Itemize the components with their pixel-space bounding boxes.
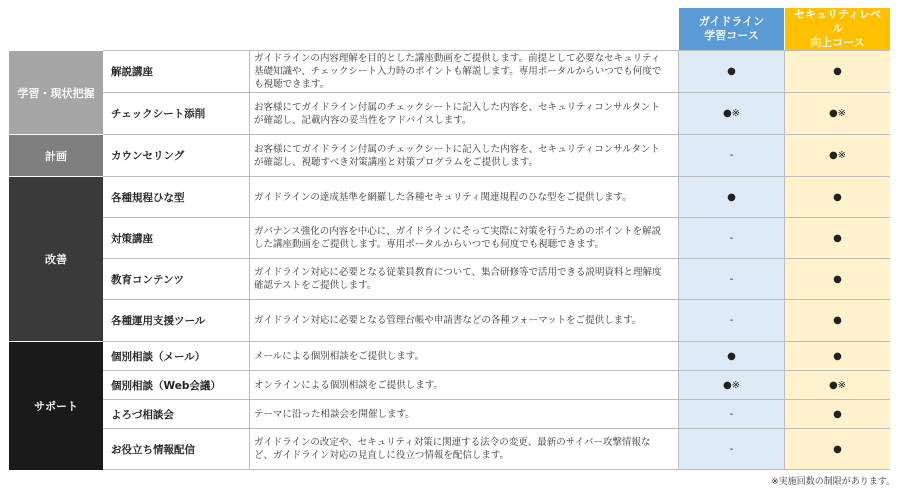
service-description: ガイドラインの内容理解を目的とした講座動画をご提供します。前提として必要なセキュリティ基礎知識や、チェックシート入力時のポイントも解説します。専用ポータルからいつでも何度でも視聴できます。 — [250, 51, 679, 92]
service-name: チェックシート添削 — [103, 93, 250, 134]
service-name: よろづ相談会 — [103, 400, 250, 428]
security-course-mark: ●※ — [785, 135, 890, 176]
category-plan: 計画 — [9, 135, 103, 176]
service-description: お客様にてガイドライン付属のチェックシートに記入した内容を、セキュリティコンサルタントが確認し、視聴すべき対策講座と対策プログラムをご提供します。 — [250, 135, 679, 176]
service-description: ガイドライン対応に必要となる管理台帳や申請書などの各種フォーマットをご提供します。 — [250, 300, 679, 341]
security-course-mark: ●※ — [785, 371, 890, 399]
table-row — [103, 93, 890, 135]
service-description: テーマに沿った相談会を開催します。 — [250, 400, 679, 428]
service-name: 個別相談（Web会議） — [103, 371, 250, 399]
guideline-course-mark: ● — [679, 342, 785, 370]
guideline-course-mark: - — [679, 259, 785, 299]
guideline-course-mark: - — [679, 218, 785, 258]
security-course-mark: ● — [785, 218, 890, 258]
table-row — [103, 429, 890, 470]
security-course-mark: ● — [785, 342, 890, 370]
table-row — [103, 400, 890, 429]
service-description: メールによる個別相談をご提供します。 — [250, 342, 679, 370]
category-improve: 改善 — [9, 177, 103, 341]
guideline-course-mark: - — [679, 429, 785, 469]
table-row — [103, 218, 890, 259]
security-course-mark: ● — [785, 259, 890, 299]
security-course-mark: ● — [785, 429, 890, 469]
security-course-mark: ●※ — [785, 93, 890, 134]
service-name: 各種運用支援ツール — [103, 300, 250, 341]
service-description: オンラインによる個別相談をご提供します。 — [250, 371, 679, 399]
table-row — [103, 177, 890, 218]
service-name: カウンセリング — [103, 135, 250, 176]
table-row — [103, 259, 890, 300]
service-name: 対策講座 — [103, 218, 250, 258]
service-description: ガイドラインの達成基準を網羅した各種セキュリティ関連規程のひな型をご提供します。 — [250, 177, 679, 217]
guideline-course-mark: ● — [679, 177, 785, 217]
service-name: 教育コンテンツ — [103, 259, 250, 299]
service-name: 個別相談（メール） — [103, 342, 250, 370]
column-header-security: セキュリティレベル 向上コース — [785, 8, 890, 50]
security-course-mark: ● — [785, 177, 890, 217]
category-learning: 学習・現状把握 — [9, 51, 103, 134]
service-description: ガイドライン対応に必要となる従業員教育について、集合研修等で活用できる説明資料と理解度確認テストをご提供します。 — [250, 259, 679, 299]
service-description: お客様にてガイドライン付属のチェックシートに記入した内容を、セキュリティコンサルタントが確認し、記載内容の妥当性をアドバイスします。 — [250, 93, 679, 134]
category-support: サポート — [9, 342, 103, 470]
service-name: お役立ち情報配信 — [103, 429, 250, 469]
column-header-guideline: ガイドライン 学習コース — [679, 8, 784, 50]
table-row — [103, 135, 890, 177]
security-course-mark: ● — [785, 300, 890, 341]
table-row — [103, 371, 890, 400]
guideline-course-mark: - — [679, 300, 785, 341]
footnote: ※実施回数の制限があります。 — [771, 477, 895, 487]
service-description: ガバナンス強化の内容を中心に、ガイドラインにそって実際に対策を行うためのポイントを解説した講座動画をご提供します。専用ポータルからいつでも何度でも視聴できます。 — [250, 218, 679, 258]
guideline-course-mark: ● — [679, 51, 785, 92]
table-row — [103, 342, 890, 371]
security-course-mark: ● — [785, 51, 890, 92]
table-row — [103, 300, 890, 342]
security-course-mark: ● — [785, 400, 890, 428]
guideline-course-mark: - — [679, 135, 785, 176]
service-name: 各種規程ひな型 — [103, 177, 250, 217]
table-row — [103, 51, 890, 93]
guideline-course-mark: ●※ — [679, 371, 785, 399]
service-description: ガイドラインの改定や、セキュリティ対策に関連する法令の変更、最新のサイバー攻撃情報など、ガイドライン対応の見直しに役立つ情報を配信します。 — [250, 429, 679, 469]
service-name: 解説講座 — [103, 51, 250, 92]
guideline-course-mark: ●※ — [679, 93, 785, 134]
guideline-course-mark: - — [679, 400, 785, 428]
